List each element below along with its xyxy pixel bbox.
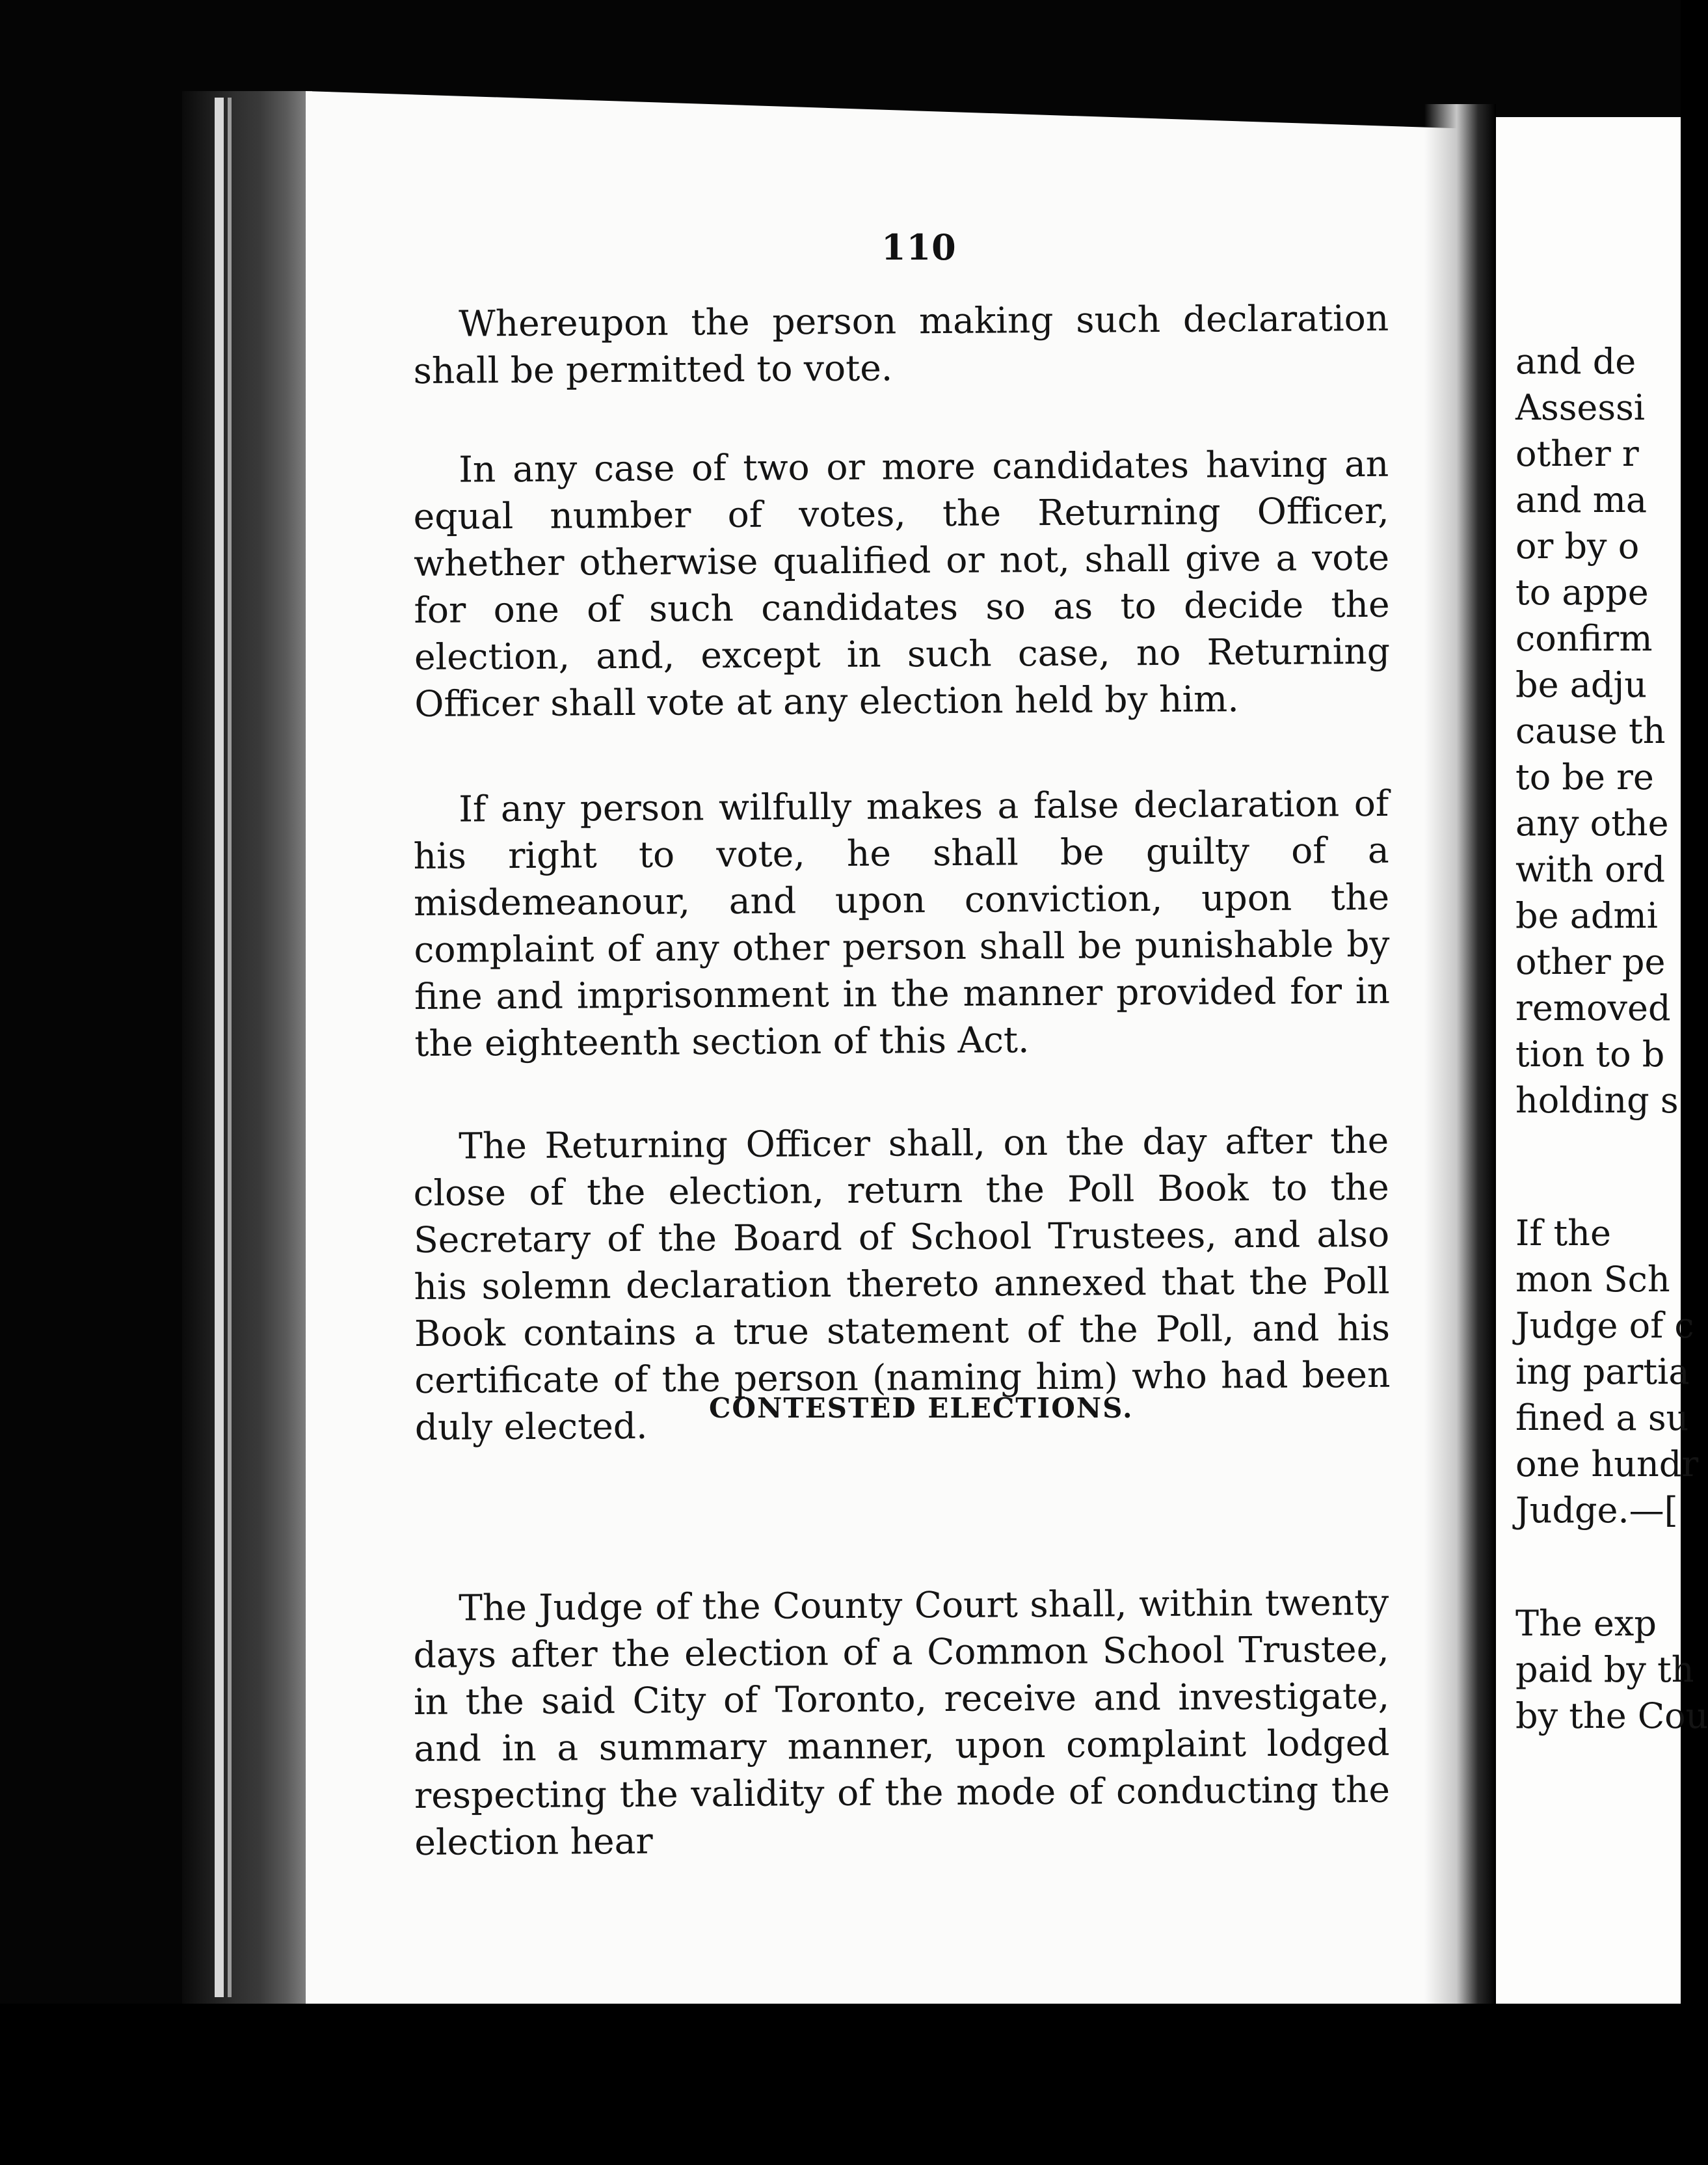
page-number: 110 (881, 226, 957, 268)
paragraph-declaration-vote (413, 295, 1389, 394)
right-line: cause th (1515, 710, 1666, 751)
right-line: confirm (1515, 618, 1653, 659)
book-spine (182, 91, 312, 2010)
right-line: with ord (1515, 849, 1666, 890)
right-line: Judge.—[ (1515, 1490, 1678, 1531)
right-line: fined a su (1515, 1397, 1689, 1438)
paragraph-text: In any case of two or more candidates having an equal number of votes, the Returning Officer, whether otherwise qualified or not, shall give a vote for one of such candidates so as to decide the election, and, except in such case, no Returning Officer shall vote at any election held by him. (413, 442, 1391, 725)
right-line: tion to b (1515, 1034, 1665, 1075)
right-line: removed (1515, 988, 1671, 1029)
page-gutter (1424, 104, 1496, 2004)
right-line: by the Cou (1515, 1695, 1708, 1736)
paragraph-text: The Returning Officer shall, on the day after the close of the election, return the Poll Book to the Secretary of the Board of School Trustees, and also his solemn declaration thereto annexed that the Poll Book contains a true statement of the Poll, and his certificate of the person (naming him) who had been duly elected. (413, 1119, 1391, 1448)
right-line: If the (1515, 1213, 1611, 1254)
page-edge-shadow (228, 98, 232, 1997)
right-line: The exp (1515, 1603, 1657, 1644)
paragraph-text: If any person wilfully makes a false declaration of his right to vote, he shall be guilty of a misdemeanour, and upon conviction, upon the complaint of any other person shall be punishable by fine and imprisonment in the manner provided for in the eighteenth section of this Act. (413, 782, 1391, 1064)
right-line: other r (1515, 433, 1639, 474)
right-line: and de (1515, 341, 1636, 382)
right-line: other pe (1515, 941, 1666, 982)
page-edge-highlight (215, 98, 224, 1997)
paragraph-equal-votes (413, 440, 1391, 727)
right-line: or by o (1515, 526, 1640, 567)
right-line: ing partia (1515, 1351, 1690, 1392)
right-line: paid by th (1515, 1649, 1694, 1690)
right-line: Judge of c (1515, 1305, 1694, 1346)
paragraph-text: Whereupon the person making such declaration shall be permitted to vote. (413, 297, 1389, 392)
right-line: holding s (1515, 1080, 1679, 1121)
right-line: one hundr (1515, 1444, 1699, 1485)
right-line: be adju (1515, 664, 1647, 705)
right-page-text-block-2 (1515, 1210, 1699, 1533)
right-line: to be re (1515, 757, 1654, 798)
right-line: to appe (1515, 572, 1649, 613)
right-line: and ma (1515, 479, 1648, 520)
paragraph-text: The Judge of the County Court shall, within twenty days after the election of a Common School Trustee, in the said City of Toronto, receive and investigate, and in a summary manner, upon complaint lodged respecting the validity of the mode of conducting the election hear (413, 1581, 1391, 1863)
section-heading: CONTESTED ELECTIONS. (709, 1392, 1134, 1424)
right-page-text-block-1 (1515, 338, 1678, 1123)
paragraph-county-court-judge (413, 1579, 1391, 1866)
paragraph-false-declaration (413, 780, 1391, 1067)
right-page-text-block-3 (1515, 1600, 1708, 1739)
scan-bottom-border (0, 2004, 1681, 2165)
right-line: be admi (1515, 895, 1658, 936)
right-line: Assessi (1515, 387, 1646, 428)
right-line: mon Sch (1515, 1259, 1670, 1300)
right-line: any othe (1515, 803, 1669, 844)
